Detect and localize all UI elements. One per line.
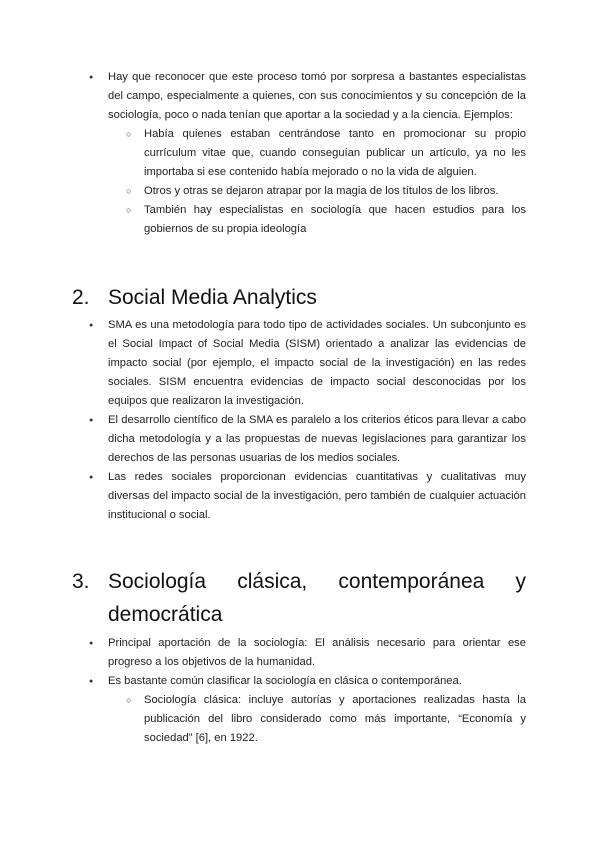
section3-list [0,634,600,748]
sub-list-item: ○ Sociología clásica: incluye autorías y aportaciones realizadas hasta la publicación del libro considerado como más importante, “Economía y sociedad” [6], en 1922. [0,691,600,748]
list-item: ● Es bastante común clasificar la sociología en clásica o contemporánea. [0,672,600,691]
sub-list-item: ○ Otros y otras se dejaron atrapar por la magia de los títulos de los libros. [0,182,600,201]
section-title: Social Media Analytics [108,286,317,309]
sub-list-item: ○ Había quienes estaban centrándose tanto en promocionar su propio currículum vitae que, cuando conseguían publicar un artículo, ya no les importaba si ese contenido había mejorado o no la vida de alguien. [0,125,600,182]
sub-list-item: ○ También hay especialistas en sociología que hacen estudios para los gobiernos de su propia ideología [0,201,600,239]
list-item: ● Las redes sociales proporcionan evidencias cuantitativas y cualitativas muy diversas del impacto social de la investigación, pero también de cualquier actuación institucional o social. [0,468,600,525]
section-heading-3 [0,565,600,631]
section-title-line-1: Sociología clásica, contemporánea y [108,570,526,593]
section-number: 3. [72,570,90,593]
section-title [108,565,600,631]
list-item: ● SMA es una metodología para todo tipo de actividades sociales. Un subconjunto es el Social Impact of Social Media (SISM) orientado a analizar las evidencias de impacto social (por ejemplo, el impacto social de la investigación) en las redes sociales. SISM encuentra evidencias de impacto social desconocidas por los equipos que realizaron la investigación. [0,316,600,411]
section-heading-2 [0,281,600,314]
list-item: ● El desarrollo científico de la SMA es paralelo a los criterios éticos para llevar a cabo dicha metodología y a las propuestas de nuevas legislaciones para garantizar los derechos de las personas usuarias de los medios sociales. [0,411,600,468]
intro-list [0,68,600,239]
list-item: ● Principal aportación de la sociología: El análisis necesario para orientar ese progreso a los objetivos de la humanidad. [0,634,600,672]
section-title-line-2: democrática [108,603,223,626]
section-number: 2. [72,286,90,309]
section2-list [0,316,600,525]
list-item: ● Hay que reconocer que este proceso tomó por sorpresa a bastantes especialistas del campo, especialmente a quienes, con sus conocimientos y su concepción de la sociología, poco o nada tenían que aportar a la sociedad y a la ciencia. Ejemplos: [0,68,600,125]
